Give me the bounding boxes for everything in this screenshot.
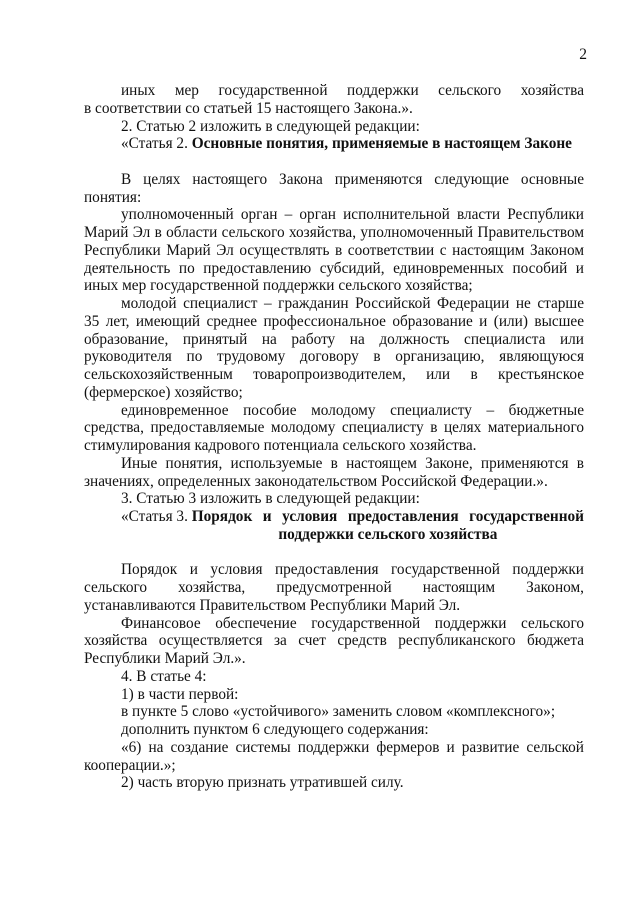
article-3-heading — [84, 508, 584, 544]
paragraph-11: Финансовое обеспечение государственной поддержки сельского хозяйства осуществляется за счет средств республиканского бюджета Республики Марий Эл.». — [84, 614, 584, 667]
paragraph-5: уполномоченный орган – орган исполнительной власти Республики Марий Эл в области сельского хозяйства, уполномоченный Правительством Республики Марий Эл осуществлять в соответствии с настоящим Законом деятельность по предоставлению субсидий, единовременных пособий и иных мер государственной поддержки сельского хозяйства; — [84, 206, 584, 295]
article-2-lead: «Статья 2. — [121, 135, 192, 153]
paragraph-6: молодой специалист – гражданин Российской Федерации не старше 35 лет, имеющий среднее профессиональное образование и (или) высшее образование, принятый на работу на должность специалиста или руководителя по трудовому договору в организацию, являющуюся сельскохозяйственным товаропроизводителем, или в крестьянское (фермерское) хозяйство; — [84, 295, 584, 401]
spacer — [84, 544, 584, 562]
paragraph-2: в соответствии со статьей 15 настоящего Закона.». — [84, 99, 413, 117]
paragraph-3: 2. Статью 2 изложить в следующей редакции: — [121, 117, 420, 135]
paragraph-8: Иные понятия, используемые в настоящем Законе, применяются в значениях, определенных законодательством Российской Федерации.». — [84, 454, 584, 490]
paragraph-4: В целях настоящего Закона применяются следующие основные понятия: — [84, 170, 584, 206]
paragraph-10: Порядок и условия предоставления государственной поддержки сельского хозяйства, предусмотренной настоящим Законом, устанавливаются Правительством Республики Марий Эл. — [84, 561, 584, 614]
paragraph-12: 4. В статье 4: — [121, 667, 207, 685]
paragraph-9: 3. Статью 3 изложить в следующей редакции: — [121, 490, 420, 508]
article-3-lead: «Статья 3. — [121, 508, 192, 525]
document-body — [84, 82, 584, 792]
article-2-heading — [84, 135, 584, 153]
spacer — [84, 153, 584, 171]
page-number: 2 — [579, 46, 587, 63]
article-3-title: Порядок и условия предоставления государственной поддержки сельского хозяйства — [191, 508, 584, 543]
paragraph-14: в пункте 5 слово «устойчивого» заменить словом «комплексного»; — [121, 703, 556, 721]
paragraph-1: иных мер государственной поддержки сельского хозяйства — [121, 82, 584, 99]
paragraph-7: единовременное пособие молодому специалисту – бюджетные средства, предоставляемые молодому специалисту в целях материального стимулирования кадрового потенциала сельского хозяйства. — [84, 401, 584, 454]
paragraph-16: «6) на создание системы поддержки фермеров и развитие сельской кооперации.»; — [84, 738, 584, 774]
article-2-title: Основные понятия, применяемые в настоящем Законе — [191, 135, 572, 153]
paragraph-13: 1) в части первой: — [121, 685, 239, 703]
paragraph-17: 2) часть вторую признать утратившей силу. — [121, 774, 404, 792]
paragraph-15: дополнить пунктом 6 следующего содержания: — [121, 721, 429, 738]
